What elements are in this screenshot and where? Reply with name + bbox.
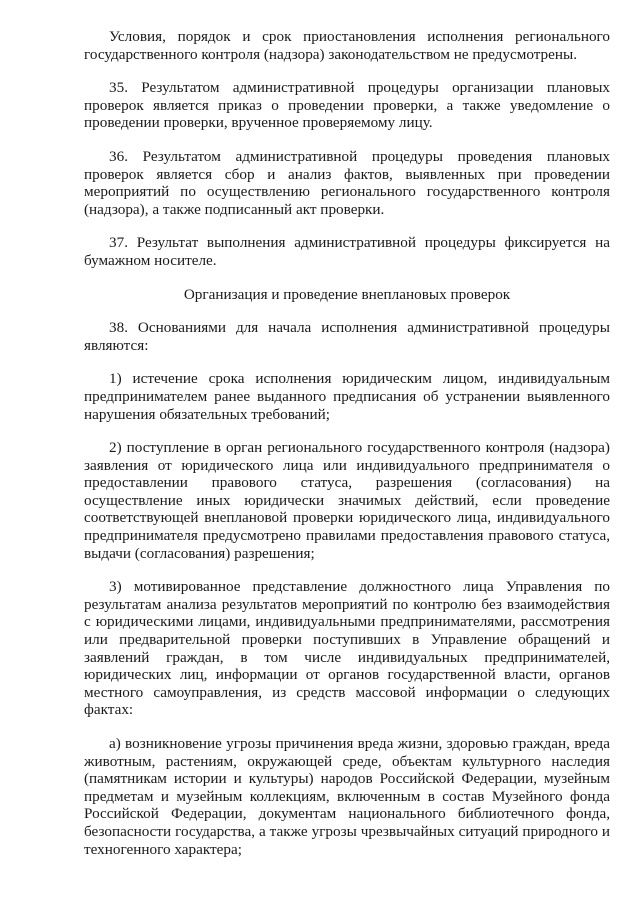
paragraph-36: 36. Результатом административной процедуры проведения плановых проверок является сбор и анализ фактов, выявленных при проведении мероприятий по осуществлению регионального государственного контроля (надзора), а также подписанный акт проверки. (84, 147, 610, 218)
paragraph-38-item-3a: а) возникновение угрозы причинения вреда жизни, здоровью граждан, вреда животным, растениям, окружающей среде, объектам культурного наследия (памятникам истории и культуры) народов Российской Федерации, музейным предметам и музейным коллекциям, включенным в состав Музейного фонда Российской Федерации, документам национального библиотечного фонда, безопасности государства, а также угрозы чрезвычайных ситуаций природного и техногенного характера; (84, 735, 610, 858)
paragraph-38: 38. Основаниями для начала исполнения административной процедуры являются: (84, 319, 610, 354)
paragraph-37: 37. Результат выполнения административной процедуры фиксируется на бумажном носителе. (84, 234, 610, 269)
paragraph-38-item-2: 2) поступление в орган регионального государственного контроля (надзора) заявления от юридического лица или индивидуального предпринимателя о предоставлении правового статуса, разрешения (согласования) на осуществление иных юридически значимых действий, если проведение соответствующей внеплановой проверки юридического лица, индивидуального предпринимателя предусмотрено правилами предоставления правового статуса, выдачи (согласования) разрешения; (84, 439, 610, 562)
paragraph-35: 35. Результатом административной процедуры организации плановых проверок является приказ о проведении проверки, а также уведомление о проведении проверки, врученное проверяемому лицу. (84, 79, 610, 132)
section-heading: Организация и проведение внеплановых проверок (183, 285, 511, 303)
paragraph-38-item-1: 1) истечение срока исполнения юридическим лицом, индивидуальным предпринимателем ранее выданного предписания об устранении выявленного нарушения обязательных требований; (84, 370, 610, 423)
paragraph-38-item-3: 3) мотивированное представление должностного лица Управления по результатам анализа результатов мероприятий по контролю без взаимодействия с юридическими лицами, индивидуальными предпринимателями, рассмотрения или предварительной проверки поступивших в Управление обращений и заявлений граждан, в том числе индивидуальных предпринимателей, юридических лиц, информации от органов государственной власти, органов местного самоуправления, из средств массовой информации о следующих фактах: (84, 578, 610, 719)
paragraph-suspension-conditions: Условия, порядок и срок приостановления исполнения регионального государственного контроля (надзора) законодательством не предусмотрены. (84, 28, 610, 63)
